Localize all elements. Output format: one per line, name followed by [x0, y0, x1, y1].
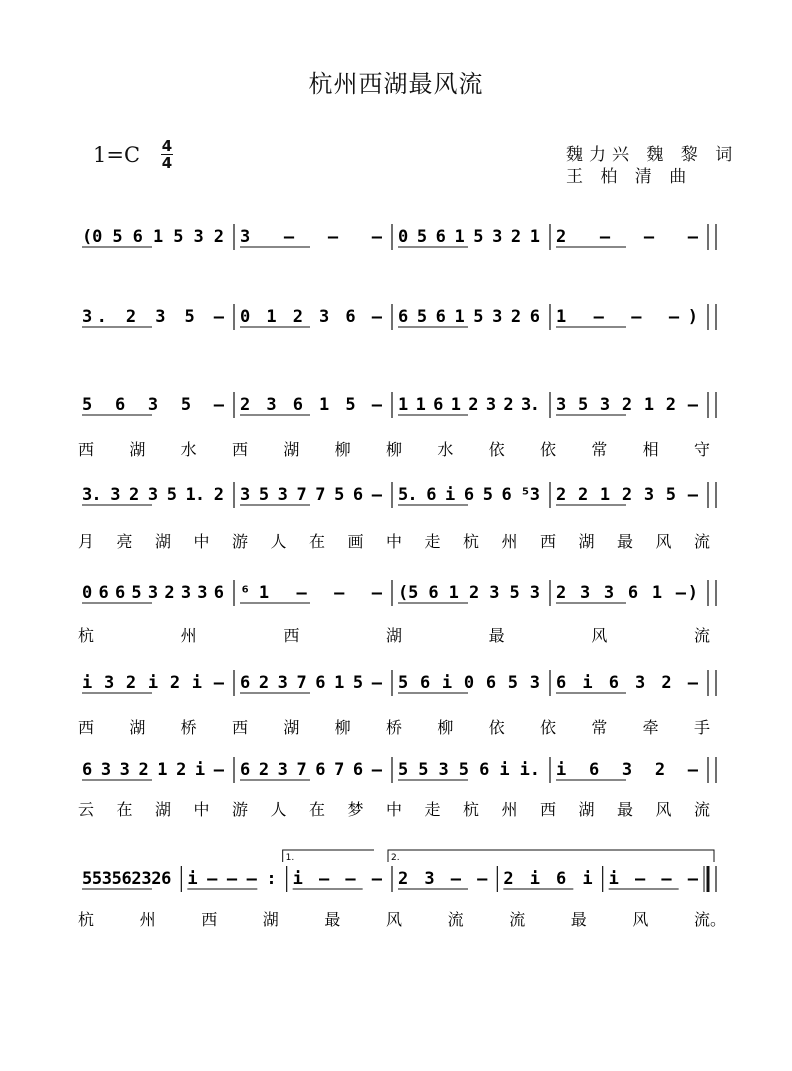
- time-signature-top: 4: [161, 137, 173, 155]
- lyric-char: 流: [694, 532, 711, 551]
- lyric-char: 人: [270, 532, 287, 551]
- measure-notes: 3 – – –: [240, 227, 382, 247]
- lyric-char: 风: [655, 532, 672, 551]
- lyric-char: 中: [386, 800, 403, 819]
- lyric-char: 州: [501, 800, 518, 819]
- measure-notes: 5. 6 i 6 5 6 ⁵3: [398, 485, 540, 505]
- lyric-char: 流: [694, 800, 711, 819]
- measure-notes: 3 5 3 7 7 5 6 –: [240, 485, 382, 505]
- measure-notes: 6 i 6 3 2 –: [556, 673, 698, 693]
- page-title: 杭州西湖最风流: [308, 70, 484, 98]
- measure-notes: 0 1 2 3 6 –: [240, 307, 382, 327]
- measure-notes: (5 6 1 2 3 5 3: [398, 583, 540, 603]
- lyric-char: 中: [193, 800, 210, 819]
- credit-lyricist: 魏力兴 魏 黎 词: [566, 145, 739, 165]
- lyric-char: 湖: [578, 532, 595, 551]
- credit-composer: 王 柏 清 曲: [566, 167, 693, 187]
- lyric-char: 流: [694, 626, 711, 645]
- lyric-char: 亮: [116, 532, 133, 551]
- volta-label-1: 1.: [285, 853, 295, 863]
- lyric-char: 湖: [129, 718, 146, 737]
- lyric-char: 桥: [180, 718, 197, 737]
- measure-notes: 1 – – –): [556, 307, 698, 327]
- lyric-char: 州: [501, 532, 518, 551]
- lyric-char: 柳: [334, 440, 351, 459]
- lyric-char: 州: [180, 626, 197, 645]
- measure-notes: 1 1 6 1 2 3 2 3.: [398, 395, 540, 415]
- lyric-char: 西: [232, 440, 249, 459]
- lyric-char: 杭: [78, 910, 95, 929]
- lyric-char: 中: [386, 532, 403, 551]
- lyric-char: 西: [232, 718, 249, 737]
- lyric-char: 走: [424, 800, 441, 819]
- lyric-char: 走: [424, 532, 441, 551]
- volta-bracket-1: [283, 850, 374, 862]
- lyric-char: 杭: [78, 626, 95, 645]
- lyric-char: 依: [488, 440, 505, 459]
- lyric-char: 桥: [386, 718, 403, 737]
- lyric-char: 柳: [334, 718, 351, 737]
- lyric-char: 在: [309, 532, 326, 551]
- lyric-char: 依: [540, 718, 557, 737]
- lyric-char: 湖: [386, 626, 403, 645]
- measure-notes: 5 6 3 5 –: [82, 395, 224, 415]
- lyric-char: 人: [270, 800, 287, 819]
- lyric-char: 依: [540, 440, 557, 459]
- lyric-char: 州: [139, 910, 156, 929]
- lyric-char: 西: [283, 626, 300, 645]
- lyric-char: 湖: [283, 718, 300, 737]
- measure-notes: 6 2 3 7 6 7 6 –: [240, 760, 382, 780]
- lyric-char: 游: [232, 532, 249, 551]
- lyric-char: 风: [632, 910, 649, 929]
- lyric-char: 画: [347, 532, 364, 551]
- lyric-char: 流: [509, 910, 526, 929]
- lyric-char: 游: [232, 800, 249, 819]
- lyric-char: 最: [488, 626, 505, 645]
- measure-notes: 5 6 i 0 6 5 3: [398, 673, 540, 693]
- lyric-char: 最: [617, 532, 634, 551]
- lyric-char: 西: [78, 718, 95, 737]
- measure-notes: 2 3 – –: [398, 869, 488, 889]
- lyric-char: 常: [591, 440, 608, 459]
- lyric-char: 常: [591, 718, 608, 737]
- lyric-char: 水: [180, 440, 197, 459]
- lyric-char: 在: [116, 800, 133, 819]
- lyric-char: 牵: [642, 718, 659, 737]
- lyric-char: 西: [201, 910, 218, 929]
- lyric-char: 手: [694, 718, 711, 737]
- lyric-char: 湖: [262, 910, 279, 929]
- lyric-char: 依: [488, 718, 505, 737]
- measure-notes: 5 5 3 5 6 i i.: [398, 760, 540, 780]
- lyric-char: 湖: [578, 800, 595, 819]
- lyric-char: 西: [78, 440, 95, 459]
- lyric-char: 风: [386, 910, 403, 929]
- key-signature: 1=C: [93, 143, 141, 167]
- lyric-char: 西: [540, 800, 557, 819]
- lyric-char: 水: [437, 440, 454, 459]
- measure-notes: i – – –: [292, 869, 382, 889]
- lyric-char: 风: [591, 626, 608, 645]
- measure-notes: ⁶1 – – –: [240, 583, 382, 603]
- measure-notes: 3 5 3 2 1 2 –: [556, 395, 698, 415]
- measure-notes: 5 5 3 5 6 2 3 2 6: [82, 869, 172, 889]
- measure-notes: 2 i 6 i: [503, 869, 593, 889]
- lyric-char: 流: [447, 910, 464, 929]
- lyric-char: 最: [570, 910, 587, 929]
- measure-notes: i 6 3 2 –: [556, 760, 698, 780]
- measure-notes: 3. 2 3 5 –: [82, 307, 224, 327]
- lyric-char: 最: [617, 800, 634, 819]
- measure-notes: 0 5 6 1 5 3 2 1: [398, 227, 540, 247]
- lyric-char: 梦: [347, 800, 364, 819]
- time-signature-bottom: 4: [161, 154, 173, 172]
- measure-notes: i – – – :: [187, 869, 277, 889]
- measure-notes: 0 6 6 5 3 2 3 3 6: [82, 583, 224, 603]
- measure-notes: i – – –: [608, 869, 698, 889]
- lyric-char: 相: [642, 440, 659, 459]
- lyric-char: 杭: [463, 532, 480, 551]
- volta-label-2: 2.: [391, 853, 400, 863]
- lyric-char: 中: [193, 532, 210, 551]
- lyric-char: 流。: [694, 910, 727, 929]
- measure-notes: 2 3 3 6 1 –): [556, 583, 698, 603]
- lyric-char: 风: [655, 800, 672, 819]
- lyric-char: 月: [78, 532, 95, 551]
- lyric-char: 柳: [437, 718, 454, 737]
- measure-notes: 6 2 3 7 6 1 5 –: [240, 673, 382, 693]
- lyric-char: 杭: [463, 800, 480, 819]
- measure-notes: 6 3 3 2 1 2 i –: [82, 760, 224, 780]
- lyric-char: 柳: [386, 440, 403, 459]
- measure-notes: (0 5 6 1 5 3 2: [82, 227, 224, 247]
- lyric-char: 最: [324, 910, 341, 929]
- measure-notes: 2 3 6 1 5 –: [240, 395, 382, 415]
- volta-bracket-2: [388, 850, 714, 862]
- lyric-char: 云: [78, 800, 95, 819]
- measure-notes: 2 2 1 2 3 5 –: [556, 485, 698, 505]
- measure-notes: 6 5 6 1 5 3 2 6: [398, 307, 540, 327]
- measure-notes: 2 – – –: [556, 227, 698, 247]
- lyric-char: 西: [540, 532, 557, 551]
- lyric-char: 湖: [283, 440, 300, 459]
- lyric-char: 湖: [155, 800, 172, 819]
- lyric-char: 湖: [155, 532, 172, 551]
- measure-notes: i 3 2 i 2 i –: [82, 673, 224, 693]
- lyric-char: 守: [694, 440, 711, 459]
- lyric-char: 在: [309, 800, 326, 819]
- lyric-char: 湖: [129, 440, 146, 459]
- measure-notes: 3. 3 2 3 5 1. 2: [82, 485, 224, 505]
